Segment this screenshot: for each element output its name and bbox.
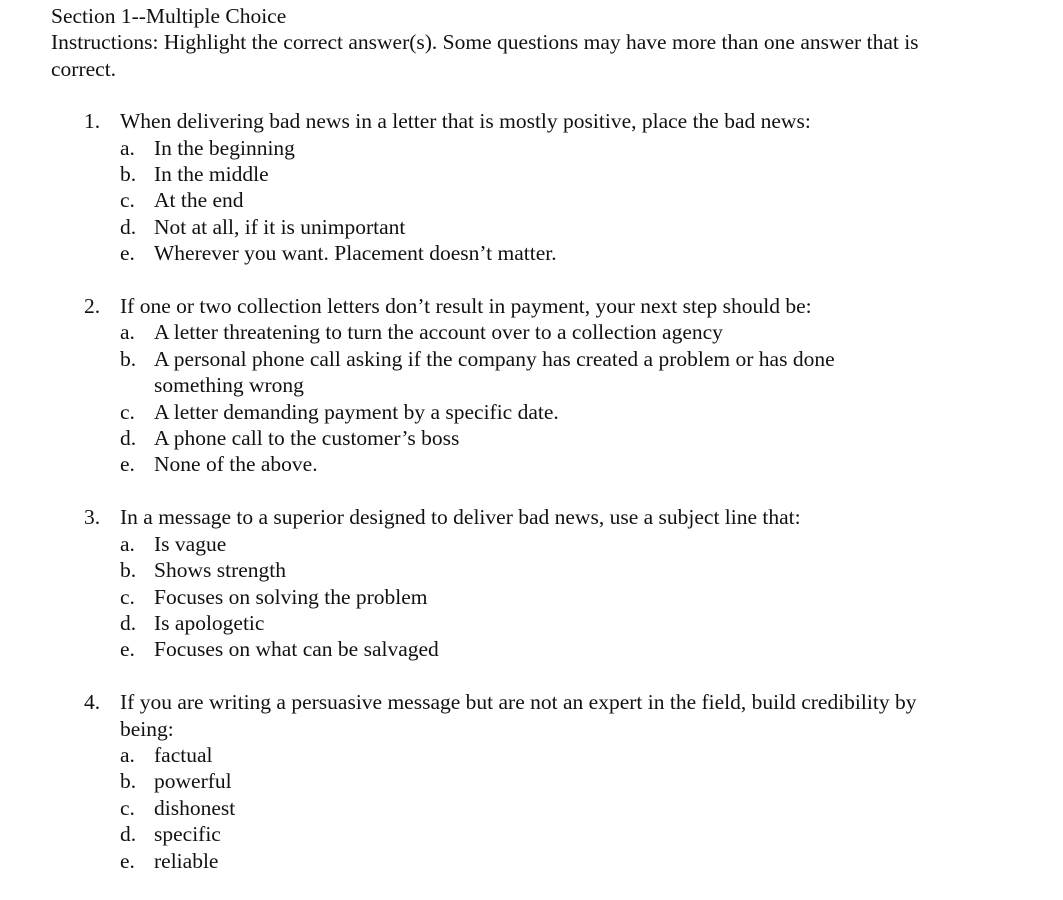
answer-option[interactable]: [120, 610, 1051, 636]
option-text: powerful: [154, 769, 232, 794]
option-list: [120, 742, 1051, 874]
question-text: When delivering bad news in a letter that is mostly positive, place the bad news:: [120, 109, 811, 134]
option-letter: d.: [120, 214, 137, 239]
option-text: reliable: [154, 848, 219, 873]
answer-option[interactable]: [120, 399, 1051, 425]
question-number: 2.: [84, 294, 101, 319]
answer-option[interactable]: [120, 531, 1051, 557]
option-letter: e.: [120, 637, 135, 662]
option-letter: c.: [120, 584, 135, 609]
option-text: specific: [154, 822, 221, 847]
answer-option[interactable]: [120, 187, 1051, 213]
answer-option[interactable]: [120, 319, 1051, 345]
answer-option[interactable]: [120, 848, 1051, 874]
answer-option[interactable]: [120, 795, 1051, 821]
option-letter: b.: [120, 558, 137, 583]
answer-option[interactable]: [120, 584, 1051, 610]
question-body: [120, 504, 1051, 662]
question-list: [51, 108, 1051, 874]
option-list: [120, 135, 1051, 267]
option-text: In the middle: [154, 162, 269, 187]
instructions-text: Instructions: Highlight the correct answer(s). Some questions may have more than one answer that is correct.: [51, 30, 919, 81]
option-text: factual: [154, 742, 213, 767]
option-text: Focuses on solving the problem: [154, 584, 428, 609]
option-letter: b.: [120, 346, 137, 371]
answer-option[interactable]: [120, 346, 1051, 399]
option-letter: a.: [120, 320, 135, 345]
option-letter: e.: [120, 848, 135, 873]
document-page: [51, 3, 1051, 900]
answer-option[interactable]: [120, 821, 1051, 847]
answer-option[interactable]: [120, 742, 1051, 768]
option-letter: d.: [120, 822, 137, 847]
answer-option[interactable]: [120, 768, 1051, 794]
option-text: Is vague: [154, 531, 227, 556]
answer-option[interactable]: [120, 240, 1051, 266]
option-text: A letter demanding payment by a specific date.: [154, 399, 559, 424]
question-text: If one or two collection letters don’t result in payment, your next step should be:: [120, 294, 812, 319]
option-text: Shows strength: [154, 558, 286, 583]
question-item: [51, 504, 1051, 662]
question-number: 4.: [84, 690, 101, 715]
option-letter: b.: [120, 162, 137, 187]
question-body: [120, 293, 1051, 478]
option-letter: c.: [120, 399, 135, 424]
question-text: If you are writing a persuasive message but are not an expert in the field, build credibility by being:: [120, 690, 917, 741]
option-text: Focuses on what can be salvaged: [154, 637, 439, 662]
answer-option[interactable]: [120, 557, 1051, 583]
question-item: [51, 293, 1051, 478]
option-letter: d.: [120, 610, 137, 635]
question-item: [51, 689, 1051, 874]
option-letter: a.: [120, 742, 135, 767]
option-text: Not at all, if it is unimportant: [154, 214, 406, 239]
option-letter: a.: [120, 531, 135, 556]
option-text: A letter threatening to turn the account over to a collection agency: [154, 320, 723, 345]
option-letter: a.: [120, 135, 135, 160]
question-number: 3.: [84, 505, 101, 530]
option-letter: c.: [120, 795, 135, 820]
option-list: [120, 319, 1051, 477]
question-text: In a message to a superior designed to deliver bad news, use a subject line that:: [120, 505, 801, 530]
answer-option[interactable]: [120, 451, 1051, 477]
question-number: 1.: [84, 109, 101, 134]
option-list: [120, 531, 1051, 663]
option-text: A phone call to the customer’s boss: [154, 426, 460, 451]
question-item: [51, 108, 1051, 266]
answer-option[interactable]: [120, 214, 1051, 240]
option-letter: e.: [120, 241, 135, 266]
option-text: None of the above.: [154, 452, 318, 477]
option-letter: b.: [120, 769, 137, 794]
option-text: Wherever you want. Placement doesn’t matter.: [154, 241, 557, 266]
option-text: Is apologetic: [154, 610, 265, 635]
question-body: [120, 108, 1051, 266]
option-text: At the end: [154, 188, 244, 213]
section-title: Section 1--Multiple Choice: [51, 4, 287, 28]
question-body: [120, 689, 1051, 874]
answer-option[interactable]: [120, 161, 1051, 187]
answer-option[interactable]: [120, 425, 1051, 451]
option-letter: c.: [120, 188, 135, 213]
option-text: In the beginning: [154, 135, 295, 160]
option-letter: e.: [120, 452, 135, 477]
answer-option[interactable]: [120, 636, 1051, 662]
option-letter: d.: [120, 426, 137, 451]
option-text: A personal phone call asking if the company has created a problem or has done something wrong: [154, 346, 835, 398]
option-text: dishonest: [154, 795, 236, 820]
answer-option[interactable]: [120, 135, 1051, 161]
